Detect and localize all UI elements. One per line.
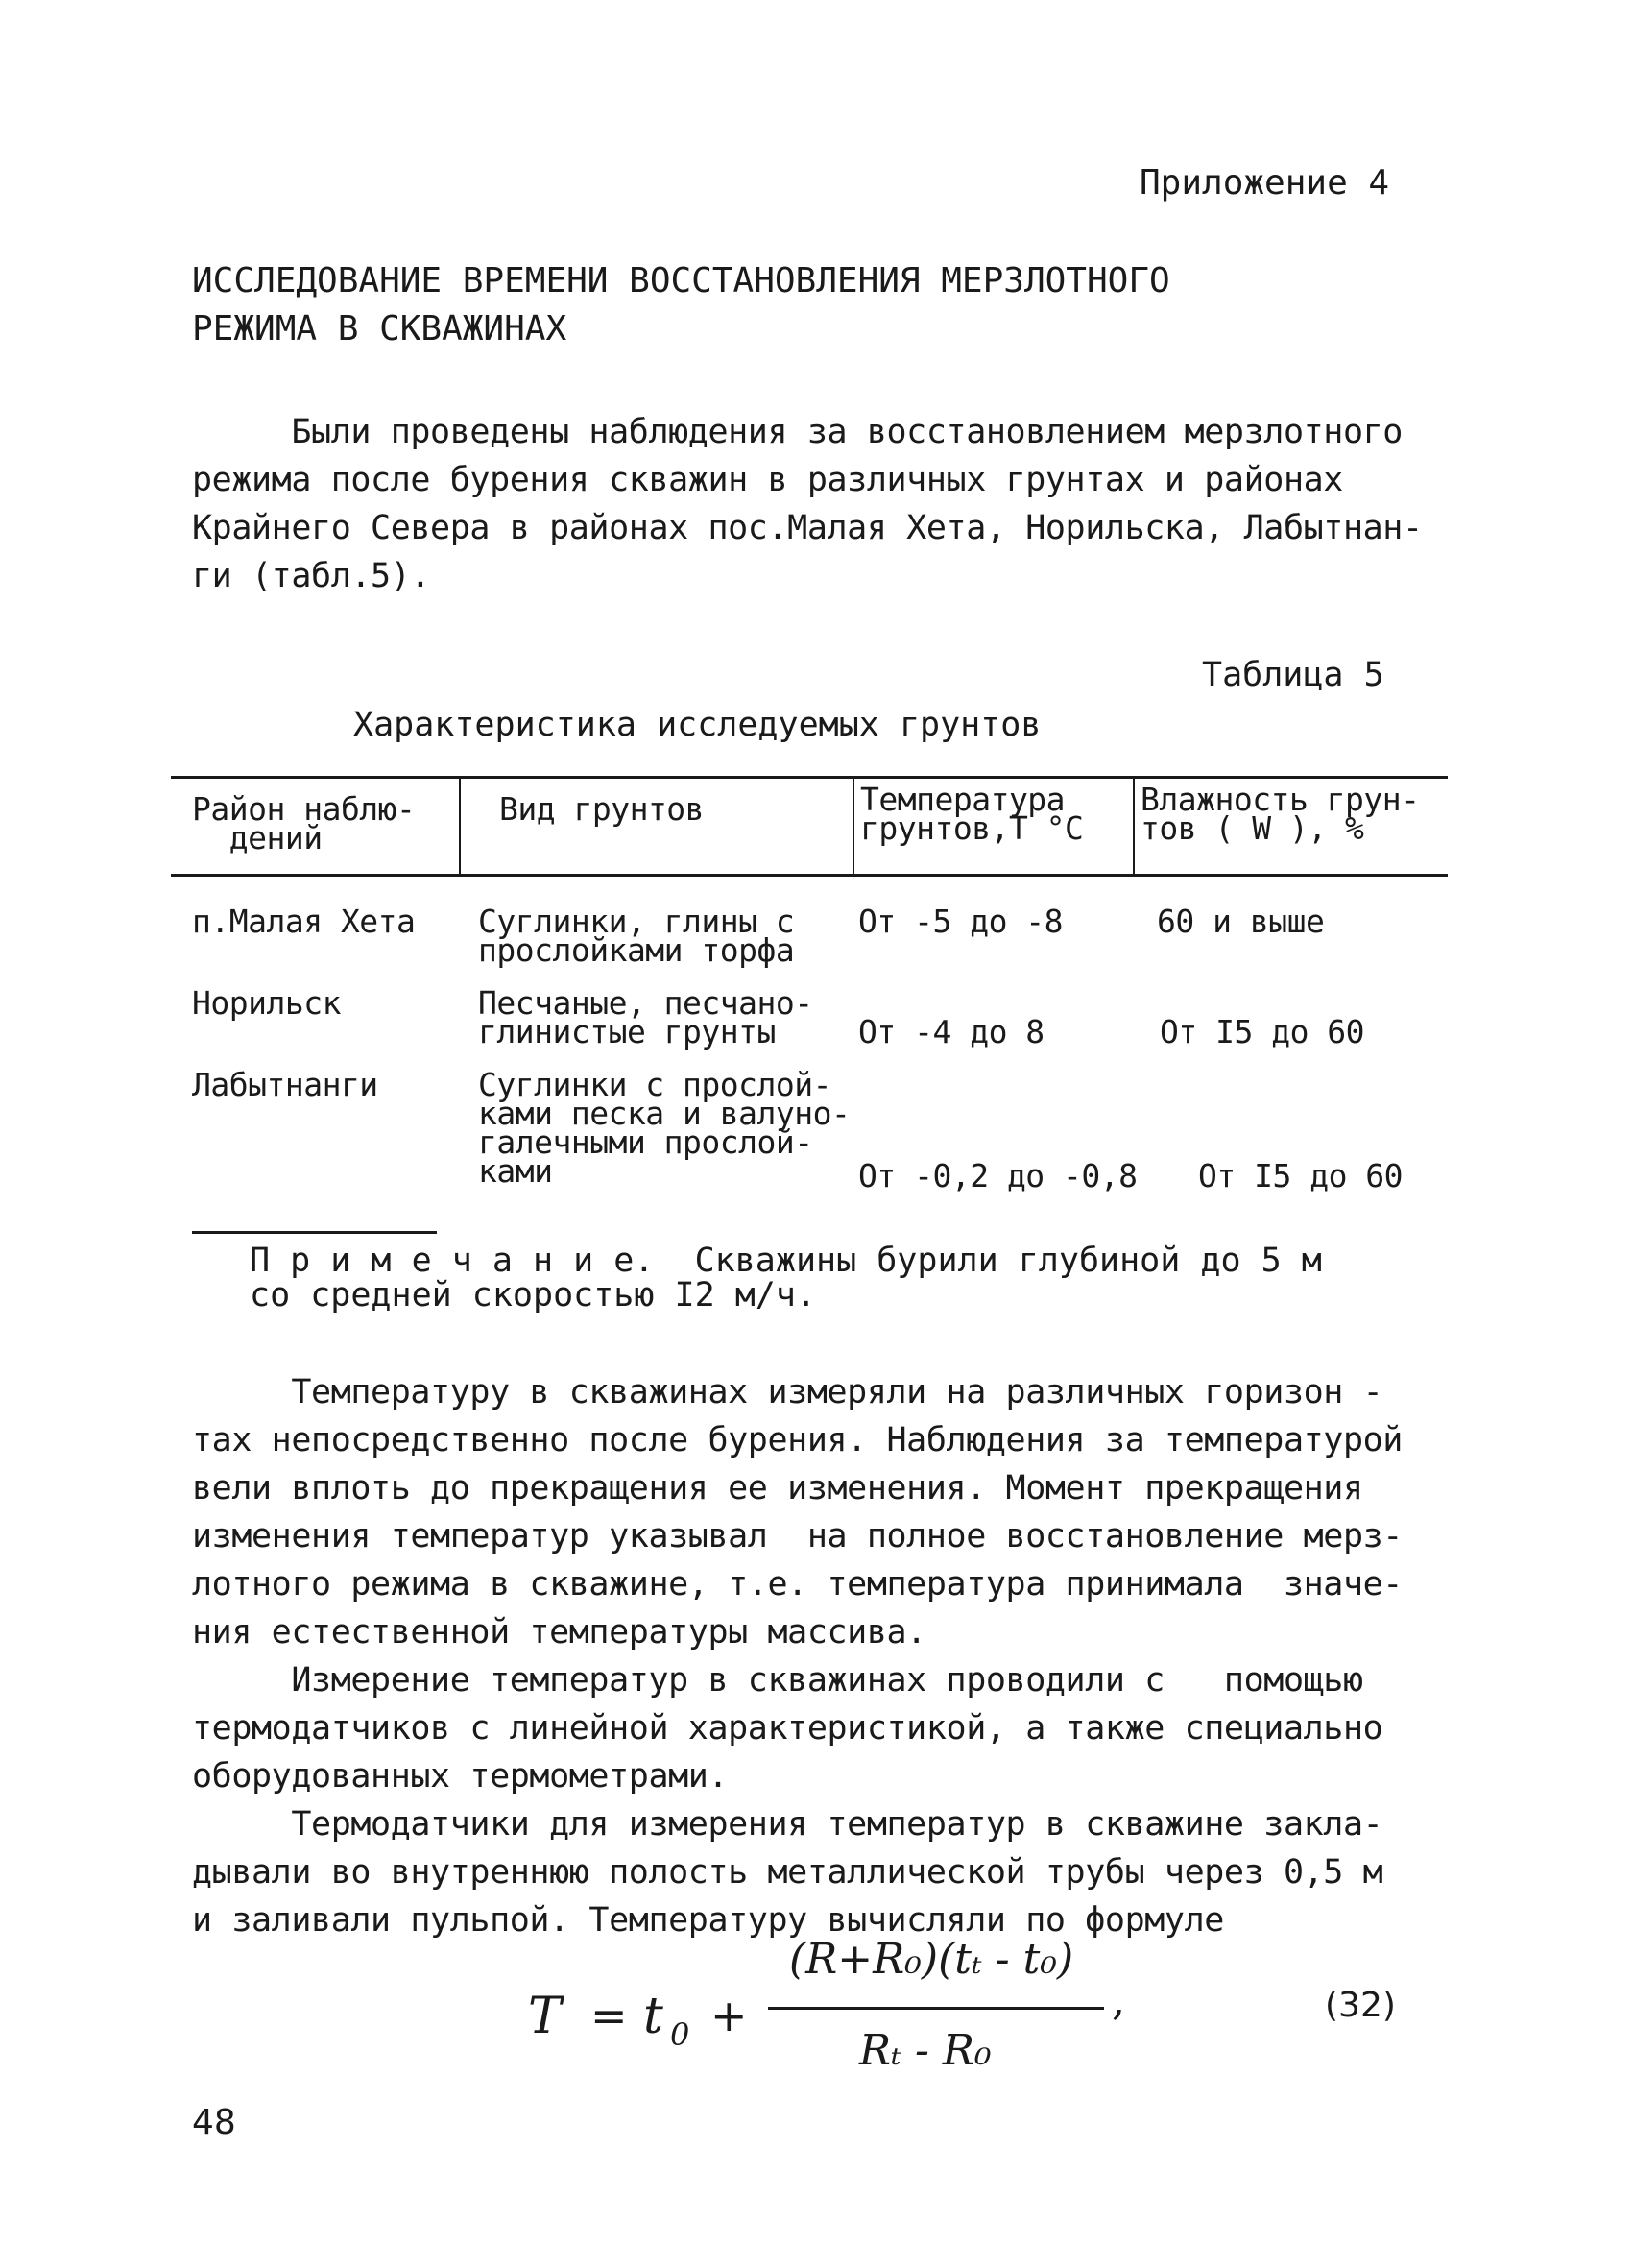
table-label: Таблица 5 (1202, 656, 1384, 694)
body-line: Температуру в скважинах измеряли на различных горизон - (192, 1373, 1383, 1411)
table-top-rule (171, 776, 1448, 779)
body-line: Термодатчики для измерения температур в скважине закла- (192, 1805, 1383, 1844)
body-line: вели вплоть до прекращения ее изменения. Момент прекращения (192, 1469, 1363, 1508)
intro-line: режима после бурения скважин в различных грунтах и районах (192, 461, 1343, 499)
table-header-soil: Вид грунтов (499, 790, 705, 828)
body-line: лотного режима в скважине, т.е. температура принимала значе- (192, 1565, 1403, 1604)
formula-numerator: (R+R₀)(tₜ - t₀) (789, 1935, 1074, 1984)
table-header-temperature: Температура грунтов,T °C (860, 781, 1084, 847)
table-header-region: Район наблю- дений (192, 790, 416, 857)
table-cell-moisture: От I5 до 60 (1160, 1013, 1365, 1050)
table-cell-region: Норильск (192, 984, 341, 1022)
formula-lhs: T (528, 1988, 562, 2045)
formula-t0: t (643, 1988, 663, 2045)
section-title-line-2: РЕЖИМА В СКВАЖИНАХ (192, 309, 567, 349)
intro-line: Крайнего Севера в районах пос.Малая Хета, Норильска, Лабытнан- (192, 509, 1423, 547)
intro-line: Были проведены наблюдения за восстановлением мерзлотного (192, 413, 1403, 451)
formula-number: (32) (1325, 1986, 1396, 2025)
table-cell-temperature: От -0,2 до -0,8 (858, 1157, 1138, 1194)
table-cell-moisture: От I5 до 60 (1198, 1157, 1404, 1194)
body-line: Измерение температур в скважинах проводили с помощью (192, 1661, 1363, 1700)
body-line: термодатчиков с линейной характеристикой, а также специально (192, 1709, 1383, 1748)
formula-plus: + (710, 1990, 748, 2041)
table-cell-region: п.Малая Хета (192, 903, 416, 940)
appendix-label: Приложение 4 (1140, 163, 1390, 203)
table-cell-soil: Песчаные, песчано- глинистые грунты (478, 984, 813, 1050)
section-title-line-1: ИССЛЕДОВАНИЕ ВРЕМЕНИ ВОССТАНОВЛЕНИЯ МЕРЗЛОТНОГО (192, 261, 1170, 301)
table-caption: Характеристика исследуемых грунтов (353, 706, 1042, 744)
body-line: ния естественной температуры массива. (192, 1613, 926, 1652)
table-column-divider (853, 778, 854, 874)
page-number: 48 (192, 2103, 236, 2142)
table-cell-soil: Суглинки, глины с прослойками торфа (478, 903, 795, 969)
table-column-divider (1133, 778, 1135, 874)
body-line: дывали во внутреннюю полость металлической трубы через 0,5 м (192, 1853, 1383, 1892)
table-note: П р и м е ч а н и е. Скважины бурили глубиной до 5 м со средней скоростью I2 м/ч. (250, 1242, 1322, 1315)
formula-denominator: Rₜ - R₀ (859, 2026, 992, 2075)
body-line: изменения температур указывал на полное восстановление мерз- (192, 1517, 1403, 1556)
formula-equals: = (590, 1990, 628, 2041)
table-column-divider (459, 778, 461, 874)
intro-paragraph (192, 408, 1440, 600)
body-line: оборудованных термометрами. (192, 1757, 729, 1796)
formula-t0-subscript: 0 (670, 2016, 690, 2053)
formula-comma: , (1112, 1976, 1125, 2025)
body-line: тах непосредственно после бурения. Наблюдения за температурой (192, 1421, 1403, 1460)
table-cell-moisture: 60 и выше (1157, 903, 1325, 940)
intro-line: ги (табл.5). (192, 557, 431, 595)
table-cell-soil: Суглинки с прослой- ками песка и валуно- галечными прослой- ками (478, 1066, 851, 1190)
table-cell-temperature: От -5 до -8 (858, 903, 1064, 940)
section-title (192, 257, 1170, 353)
formula-fraction-bar (768, 2007, 1104, 2010)
table-header-moisture: Влажность грун- тов ( W ), % (1141, 781, 1420, 847)
table-header-rule (171, 874, 1448, 877)
body-paragraph (192, 1368, 1440, 1944)
table-bottom-rule (192, 1231, 437, 1234)
table-cell-region: Лабытнанги (192, 1066, 378, 1103)
table-cell-temperature: От -4 до 8 (858, 1013, 1045, 1050)
body-line: и заливали пульпой. Температуру вычисляли по формуле (192, 1901, 1224, 1940)
